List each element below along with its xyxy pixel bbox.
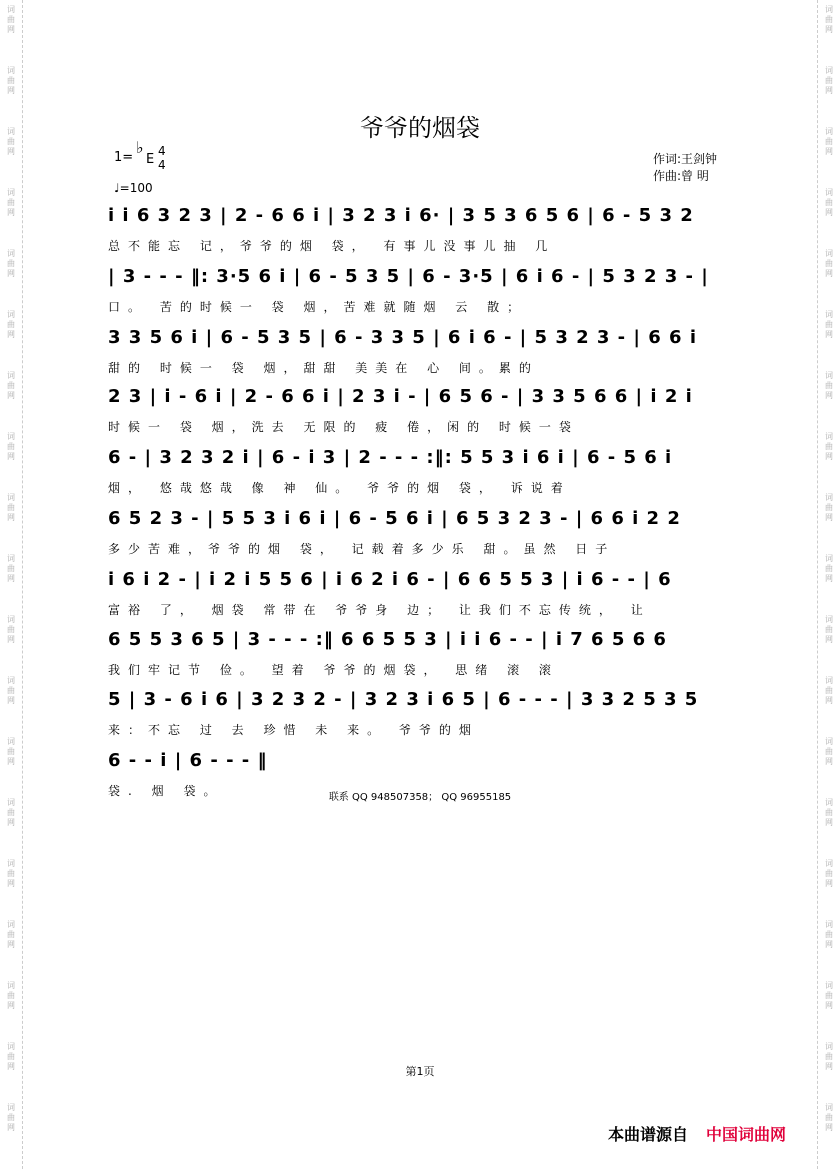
watermark-text: 词 曲 网 bbox=[7, 676, 15, 705]
notation-line: 5 | 3 - 6 i 6 | 3 2 3 2 - | 3 2 3 i 6 5 | 6 - - - | 3 3 2 5 3 5 bbox=[108, 689, 699, 710]
watermark-text: 词 曲 网 bbox=[7, 371, 15, 400]
watermark-text: 词 曲 网 bbox=[825, 371, 833, 400]
watermark-text: 词 曲 网 bbox=[825, 188, 833, 217]
flat-sign: ♭ bbox=[136, 138, 144, 157]
notation-line: 6 5 5 3 6 5 | 3 - - - :‖ 6 6 5 5 3 | i i 6 - - | i 7 6 5 6 6 bbox=[108, 629, 667, 650]
tempo-value: =100 bbox=[119, 181, 153, 195]
watermark-text: 词 曲 网 bbox=[825, 127, 833, 156]
lyric-line: 烟， 悠哉悠哉 像 神 仙。 爷爷的烟 袋， 诉说着 bbox=[108, 481, 571, 495]
watermark-text: 词 曲 网 bbox=[7, 432, 15, 461]
watermark-text: 词 曲 网 bbox=[825, 554, 833, 583]
watermark-text: 词 曲 网 bbox=[7, 554, 15, 583]
watermark-text: 词 曲 网 bbox=[825, 249, 833, 278]
notation-line: | 3 - - - ‖: 3·5 6 i | 6 - 5 3 5 | 6 - 3·5 | 6 i 6 - | 5 3 2 3 - | bbox=[108, 266, 709, 287]
contact-info: 联系 QQ 948507358； QQ 96955185 bbox=[328, 792, 512, 803]
watermark-text: 词 曲 网 bbox=[825, 920, 833, 949]
key-one: 1= bbox=[114, 150, 134, 165]
source-label: 本曲谱源自 bbox=[608, 1125, 689, 1144]
left-watermark-strip bbox=[0, 0, 23, 1169]
watermark-text: 词 曲 网 bbox=[825, 310, 833, 339]
time-top: 4 bbox=[158, 144, 166, 158]
watermark-text: 词 曲 网 bbox=[825, 1103, 833, 1132]
source-site: 中国词曲网 bbox=[706, 1125, 787, 1144]
watermark-text: 词 曲 网 bbox=[825, 737, 833, 766]
watermark-text: 词 曲 网 bbox=[7, 66, 15, 95]
time-bottom: 4 bbox=[158, 158, 166, 172]
watermark-text: 词 曲 网 bbox=[825, 615, 833, 644]
watermark-text: 词 曲 网 bbox=[7, 1103, 15, 1132]
lyric-line: 口。 苦的时候一 袋 烟，苦难就随烟 云 散； bbox=[108, 300, 528, 314]
notation-line: 6 - - i | 6 - - - ‖ bbox=[108, 750, 268, 771]
watermark-text: 词 曲 网 bbox=[7, 920, 15, 949]
notation-line: 6 5 2 3 - | 5 5 3 i 6 i | 6 - 5 6 i | 6 5 3 2 3 - | 6 6 i 2 2 bbox=[108, 508, 681, 529]
watermark-text: 词 曲 网 bbox=[825, 5, 833, 34]
watermark-text: 词 曲 网 bbox=[7, 615, 15, 644]
watermark-text: 词 曲 网 bbox=[7, 188, 15, 217]
watermark-text: 词 曲 网 bbox=[7, 1042, 15, 1071]
watermark-text: 词 曲 网 bbox=[825, 1042, 833, 1071]
watermark-text: 词 曲 网 bbox=[7, 981, 15, 1010]
watermark-text: 词 曲 网 bbox=[7, 859, 15, 888]
watermark-text: 词 曲 网 bbox=[825, 432, 833, 461]
notation-line: 6 - | 3 2 3 2 i | 6 - i 3 | 2 - - - :‖: 5 5 3 i 6 i | 6 - 5 6 i bbox=[108, 447, 673, 468]
notation-line: 3 3 5 6 i | 6 - 5 3 5 | 6 - 3 3 5 | 6 i 6 - | 5 3 2 3 - | 6 6 i bbox=[108, 327, 698, 348]
credits bbox=[653, 151, 717, 185]
right-watermark-strip bbox=[817, 0, 840, 1169]
notation-line: i 6 i 2 - | i 2 i 5 5 6 | i 6 2 i 6 - | 6 6 5 5 3 | i 6 - - | 6 bbox=[108, 569, 672, 590]
key-signature bbox=[114, 138, 166, 172]
lyric-line: 袋. 烟 袋。 bbox=[108, 784, 224, 798]
time-signature bbox=[158, 144, 166, 172]
lyric-line: 甜的 时候一 袋 烟，甜甜 美美在 心 间。累的 bbox=[108, 361, 539, 375]
lyric-line: 时候一 袋 烟，洗去 无限的 疲 倦，闲的 时候一袋 bbox=[108, 420, 579, 434]
watermark-text: 词 曲 网 bbox=[825, 676, 833, 705]
notation-line: i i 6 3 2 3 | 2 - 6 6 i | 3 2 3 i 6· | 3 5 3 6 5 6 | 6 - 5 3 2 bbox=[108, 205, 694, 226]
watermark-text: 词 曲 网 bbox=[825, 981, 833, 1010]
watermark-text: 词 曲 网 bbox=[7, 798, 15, 827]
watermark-text: 词 曲 网 bbox=[7, 127, 15, 156]
lyric-line: 来：不忘 过 去 珍惜 未 来。 爷爷的烟 bbox=[108, 723, 479, 737]
watermark-text: 词 曲 网 bbox=[7, 493, 15, 522]
notation-line: 2 3 | i - 6 i | 2 - 6 6 i | 2 3 i - | 6 5 6 - | 3 3 5 6 6 | i 2 i bbox=[108, 386, 693, 407]
watermark-text: 词 曲 网 bbox=[7, 249, 15, 278]
page-number: 第1页 bbox=[405, 1065, 435, 1078]
lyric-line: 总不能忘 记，爷爷的烟 袋， 有事儿没事儿抽 几 bbox=[108, 239, 556, 253]
watermark-text: 词 曲 网 bbox=[825, 798, 833, 827]
source-footer bbox=[608, 1122, 786, 1145]
watermark-text: 词 曲 网 bbox=[825, 66, 833, 95]
lyric-line: 我们牢记节 俭。 望着 爷爷的烟袋， 思绪 滚 滚 bbox=[108, 663, 559, 677]
lyric-line: 富裕 了， 烟袋 常带在 爷爷身 边； 让我们不忘传统， 让 bbox=[108, 603, 651, 617]
song-title: 爷爷的烟袋 bbox=[360, 114, 480, 142]
key-note: E bbox=[146, 152, 155, 167]
watermark-text: 词 曲 网 bbox=[825, 859, 833, 888]
watermark-text: 词 曲 网 bbox=[7, 5, 15, 34]
lyricist: 作词:王剑钟 bbox=[653, 152, 718, 166]
tempo-mark: ♩=100 bbox=[114, 181, 153, 195]
lyric-line: 多少苦难，爷爷的烟 袋， 记载着多少乐 甜。虽然 日子 bbox=[108, 542, 616, 556]
watermark-text: 词 曲 网 bbox=[825, 493, 833, 522]
watermark-text: 词 曲 网 bbox=[7, 310, 15, 339]
watermark-text: 词 曲 网 bbox=[7, 737, 15, 766]
composer: 作曲:曾 明 bbox=[653, 169, 709, 183]
